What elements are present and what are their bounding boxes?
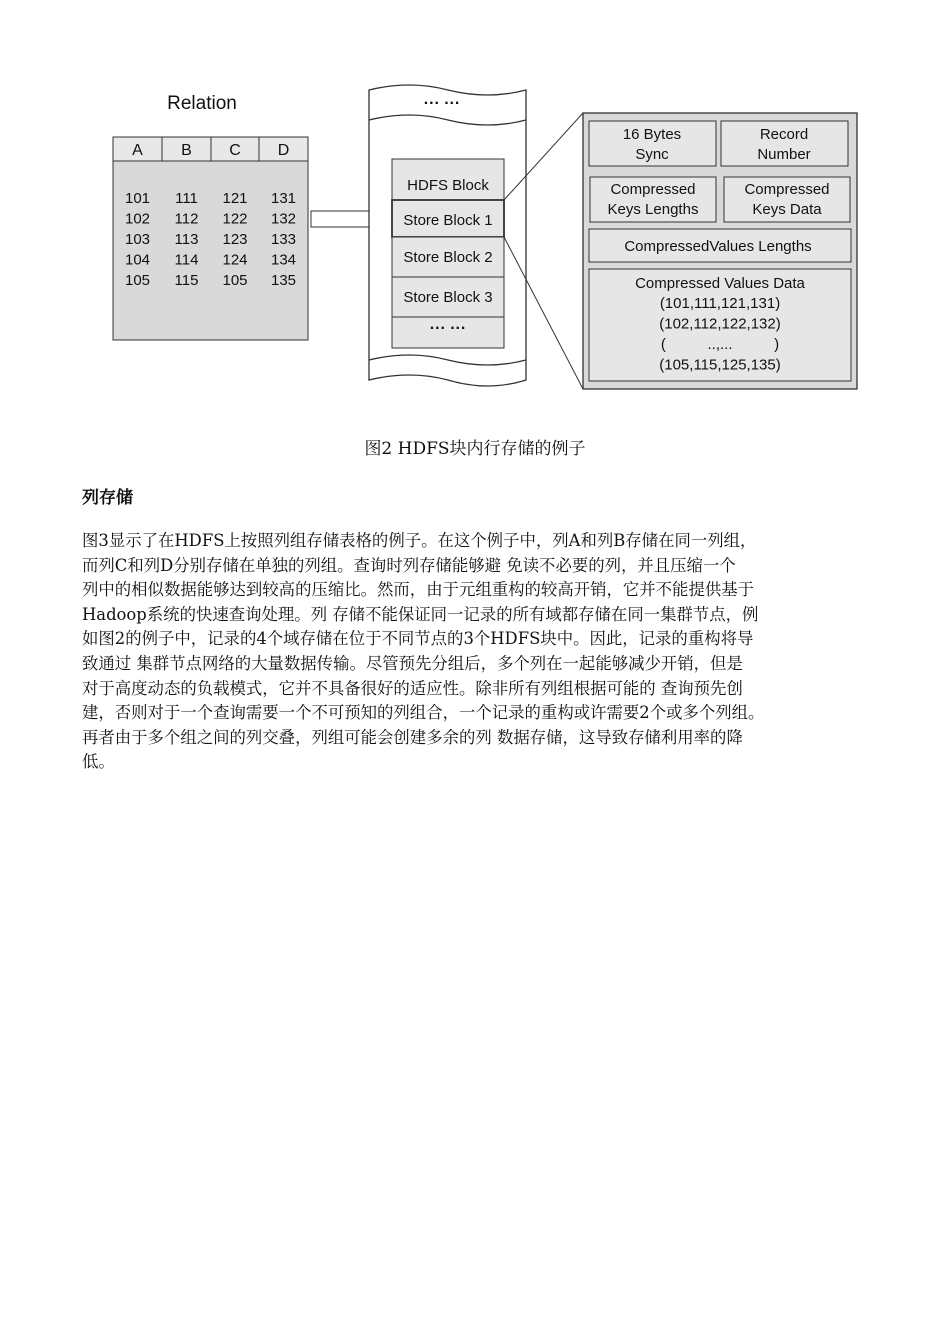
relation-cell: 135 [270, 272, 297, 289]
relation-cell: 115 [174, 272, 199, 289]
body-line: 而列C和列D分别存储在单独的列组。查询时列存储能够避 免读不必要的列，并且压缩一个 [82, 555, 736, 575]
relation-cell: 104 [124, 251, 151, 269]
relation-cell: 101 [124, 190, 151, 207]
relation-cell: 121 [222, 190, 248, 207]
relation-cell: 134 [270, 251, 297, 269]
relation-column-header: A [132, 142, 143, 159]
body-line: 对于高度动态的负载模式，它并不具备很好的适应性。除非所有列组根据可能的 查询预先创 [82, 678, 743, 698]
relation-cell: 111 [175, 190, 198, 207]
relation-cell: 102 [124, 210, 151, 228]
body-line: 图3显示了在HDFS上按照列组存储表格的例子。在这个例子中，列A和列B存储在同一列组， [82, 531, 757, 550]
sync-label-2: Sync [635, 146, 669, 163]
relation-cell: 112 [174, 210, 199, 228]
compressed-values-lengths-label: CompressedValues Lengths [624, 238, 812, 255]
record-number-label-2: Number [757, 146, 811, 163]
body-line: 如图2的例子中，记录的4个域存储在位于不同节点的3个HDFS块中。因此，记录的重构将导 [82, 629, 754, 649]
relation-cell: 105 [222, 272, 248, 289]
relation-cell: 114 [174, 251, 199, 269]
relation-table [113, 93, 308, 340]
relation-cell: 122 [222, 210, 248, 228]
relation-cell: 113 [174, 231, 199, 248]
relation-cell: 132 [270, 210, 297, 228]
body-line: 建，否则对于一个查询需要一个不可预知的列组合，一个记录的重构或许需要2个或多个列组。 [82, 703, 765, 723]
hdfs-top-ellipsis: ··· ··· [423, 95, 461, 112]
relation-column-header: B [181, 142, 192, 159]
store-block-detail [583, 113, 857, 389]
compressed-keys-lengths-label-1: Compressed [610, 181, 696, 198]
hdfs-row-storage-figure [0, 0, 950, 420]
compressed-keys-data-label-2: Keys Data [752, 201, 822, 218]
hdfs-block-label: HDFS Block [407, 177, 489, 194]
hdfs-file [369, 85, 526, 386]
store-block-3-label: Store Block 3 [403, 289, 493, 306]
figure-caption: 图2 HDFS块内行存储的例子 [364, 439, 586, 459]
section-heading: 列存储 [82, 488, 133, 508]
compressed-values-data-line: (105,115,125,135) [659, 356, 781, 374]
record-number-label-1: Record [759, 126, 809, 143]
body-line: 低。 [82, 752, 115, 772]
relation-column-header: C [229, 142, 241, 159]
sync-label-1: 16 Bytes [622, 126, 682, 143]
relation-column-header: D [277, 142, 290, 159]
section-body [82, 529, 882, 775]
relation-cell: 133 [270, 231, 297, 248]
compressed-keys-lengths-label-2: Keys Lengths [607, 201, 699, 218]
body-line: 致通过 集群节点网络的大量数据传输。尽管预先分组后，多个列在一起能够减少开销，但是 [82, 653, 743, 673]
relation-cell: 123 [222, 231, 248, 248]
relation-cell: 131 [270, 190, 297, 207]
compressed-keys-data-label-1: Compressed [744, 181, 830, 198]
relation-title: Relation [167, 93, 237, 114]
store-block-1-label: Store Block 1 [403, 212, 493, 229]
body-line: Hadoop系统的快速查询处理。列 存储不能保证同一记录的所有域都存储在同一集群节点，例 [82, 604, 759, 624]
relation-cell: 103 [124, 231, 151, 248]
compressed-values-data-title: Compressed Values Data [635, 275, 805, 292]
body-line: 列中的相似数据能够达到较高的压缩比。然而，由于元组重构的较高开销，它并不能提供基于 [82, 580, 755, 600]
compressed-values-data-line: (102,112,122,132) [659, 315, 781, 333]
compressed-values-data-line: ( ..,... ) [660, 336, 780, 353]
relation-cell: 124 [222, 251, 248, 269]
relation-cell: 105 [124, 272, 151, 289]
compressed-values-data-line: (101,111,121,131) [659, 295, 781, 312]
store-block-2-label: Store Block 2 [403, 249, 493, 266]
hdfs-bottom-ellipsis: ··· ··· [429, 320, 467, 337]
body-line: 再者由于多个组之间的列交叠，列组可能会创建多余的列 数据存储，这导致存储利用率的降 [82, 727, 743, 747]
